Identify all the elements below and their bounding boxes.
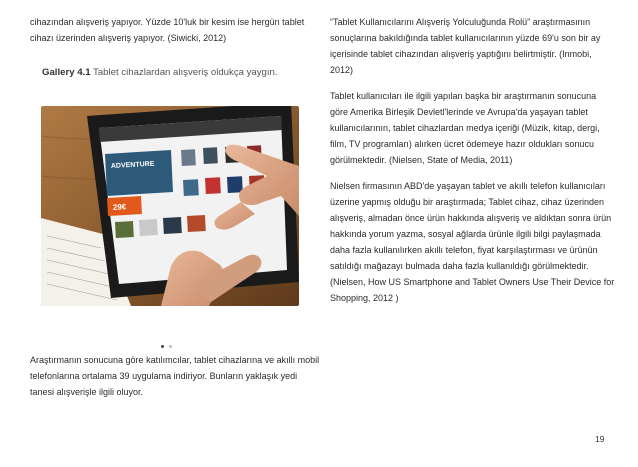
tablet-shopping-illustration [41, 106, 299, 306]
paragraph-nielsen-media: Tablet kullanıcıları ile ilgili yapılan başka bir araştırmanın sonucuna göre Amerika Birleşik Devletl'lerinde ve Avrupa'da yaşayan tablet kullanıcılarının, tablet cihazlardan medya içeriği (Müzik, kitap, dergi, film, TV programları) alırken ücret ödemeye hazır oldukları sonucu görülmektedir. (Nielsen, State of Media, 2011) [330, 91, 600, 165]
gallery-dot[interactable] [169, 345, 172, 348]
gallery-photo[interactable] [41, 106, 299, 306]
gallery-caption-text: Tablet cihazlardan alışveriş oldukça yaygın. [90, 67, 278, 78]
gallery-dot-active[interactable] [161, 345, 164, 348]
bottom-paragraph-block [30, 352, 320, 400]
intro-paragraph: cihazından alışveriş yapıyor. Yüzde 10'luk bir kesim ise hergün tablet cihazı üzerinden alışveriş yapıyor. (Siwicki, 2012) [30, 17, 305, 43]
paragraph-nielsen-smartphone: Nielsen firmasının ABD'de yaşayan tablet ve akıllı telefon kullanıcıları üzerine yapmış olduğu bir araştırmada; Tablet cihaz, cihaz üzerinden alışveriş, almadan önce ürün hakkında alışveriş ve aldıktan sonra ürün hakkında yorum yazma, sosyal ağlarda ürünle ilgili bilgi paylaşmada daha fazla kullanılırken akıllı telefon, fiyat karşılaştırması ve ürünün satıldığı mağazayı bulmada daha fazla kullanıldığı görülmektedir. (Nielsen, How US Smartphone and Tablet Owners Use Their Device for Shopping, 2012 ) [330, 181, 615, 303]
bottom-paragraph: Araştırmanın sonucuna göre katılımcılar, tablet cihazlarına ve akıllı mobil telefonlarına ortalama 39 uygulama indiriyor. Bunların yaklaşık yedi tanesi alışverişle ilgili oluyor. [30, 355, 320, 397]
left-column [30, 14, 320, 80]
right-column [330, 14, 616, 306]
screen-brand-text: ADVENTURE [110, 160, 155, 170]
gallery-caption [30, 66, 320, 80]
paragraph-inmobi: “Tablet Kullanıcılarını Alışveriş Yolculuğunda Rolü” araştırmasının sonuçlarına bakıldığında tablet kullanıcılarının yüzde 69'u son bir ay içerisinde tablet cihazından alışveriş yaptığını belirtmiştir. (Inmobi, 2012) [330, 17, 601, 75]
gallery-pager[interactable] [161, 335, 181, 341]
screen-price-text: 29€ [112, 202, 127, 212]
gallery-caption-label: Gallery 4.1 [42, 67, 91, 78]
page-number: 19 [595, 434, 605, 444]
